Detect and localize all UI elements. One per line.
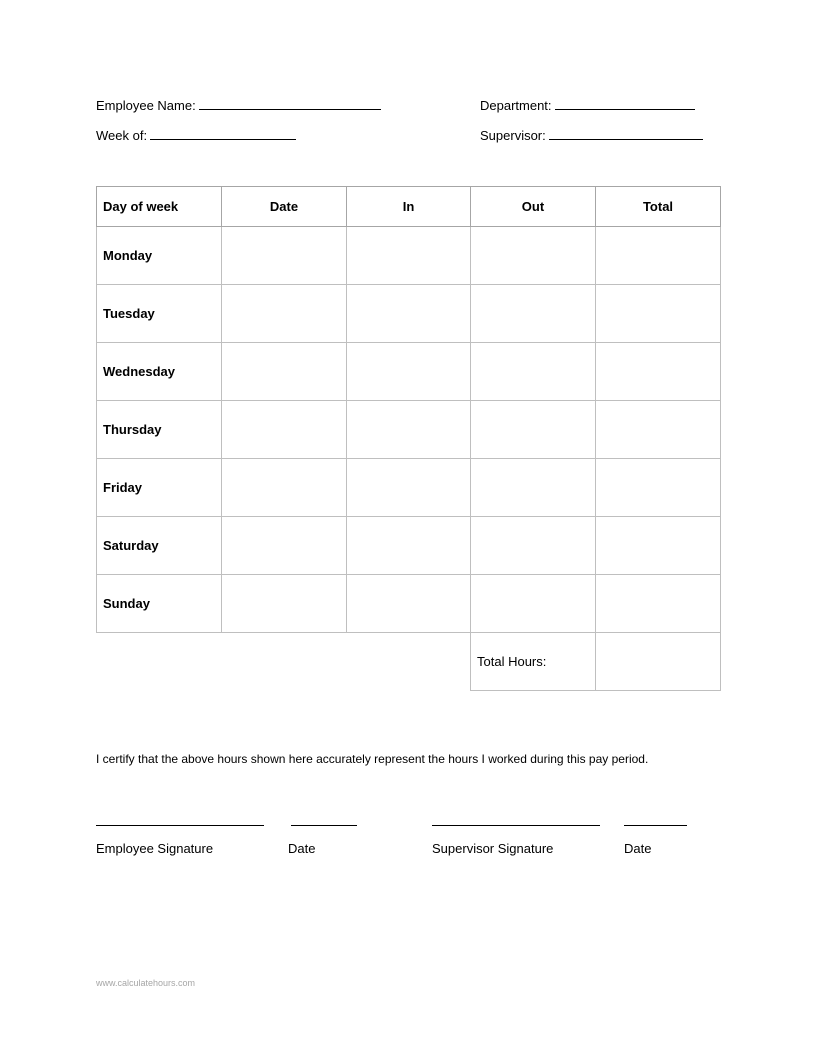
department-label: Department: [480, 98, 552, 113]
table-row [97, 285, 721, 343]
week-of-label: Week of: [96, 128, 148, 143]
supervisor-date-label: Date [624, 841, 652, 856]
column-header-day: Day of week [97, 187, 222, 227]
total-cell[interactable] [596, 285, 721, 343]
out-cell[interactable] [471, 227, 596, 285]
timesheet-table [96, 186, 721, 691]
day-cell-tuesday: Tuesday [97, 285, 222, 343]
out-cell[interactable] [471, 459, 596, 517]
total-cell[interactable] [596, 517, 721, 575]
employee-date-line[interactable] [291, 825, 357, 826]
in-cell[interactable] [347, 285, 471, 343]
table-row [97, 575, 721, 633]
total-cell[interactable] [596, 227, 721, 285]
supervisor-signature-label: Supervisor Signature [432, 841, 554, 856]
in-cell[interactable] [347, 227, 471, 285]
day-cell-wednesday: Wednesday [97, 343, 222, 401]
employee-signature-label: Employee Signature [96, 841, 214, 856]
date-cell[interactable] [222, 401, 347, 459]
table-row [97, 343, 721, 401]
total-cell[interactable] [596, 343, 721, 401]
day-cell-friday: Friday [97, 459, 222, 517]
date-cell[interactable] [222, 285, 347, 343]
date-cell[interactable] [222, 343, 347, 401]
table-row [97, 459, 721, 517]
supervisor-label: Supervisor: [480, 128, 546, 143]
employee-name-input[interactable] [199, 97, 381, 110]
employee-date-label: Date [288, 841, 316, 856]
in-cell[interactable] [347, 517, 471, 575]
week-of-field [96, 127, 296, 144]
supervisor-input[interactable] [549, 127, 703, 140]
table-row [97, 401, 721, 459]
employee-name-field [96, 97, 381, 114]
in-cell[interactable] [347, 343, 471, 401]
out-cell[interactable] [471, 401, 596, 459]
total-cell[interactable] [596, 401, 721, 459]
day-cell-monday: Monday [97, 227, 222, 285]
date-cell[interactable] [222, 459, 347, 517]
total-hours-label: Total Hours: [471, 633, 596, 691]
total-cell[interactable] [596, 459, 721, 517]
certification-statement: I certify that the above hours shown here accurately represent the hours I worked during this pay period. [96, 752, 649, 766]
date-cell[interactable] [222, 227, 347, 285]
out-cell[interactable] [471, 343, 596, 401]
table-row [97, 517, 721, 575]
week-of-input[interactable] [150, 127, 296, 140]
day-cell-saturday: Saturday [97, 517, 222, 575]
blank-cell [97, 633, 471, 691]
in-cell[interactable] [347, 459, 471, 517]
table-row [97, 227, 721, 285]
total-hours-row [97, 633, 721, 691]
day-cell-thursday: Thursday [97, 401, 222, 459]
supervisor-signature-line[interactable] [432, 825, 600, 826]
footer-website: www.calculatehours.com [96, 978, 196, 988]
total-hours-cell[interactable] [596, 633, 721, 691]
out-cell[interactable] [471, 575, 596, 633]
column-header-in: In [347, 187, 471, 227]
date-cell[interactable] [222, 575, 347, 633]
day-cell-sunday: Sunday [97, 575, 222, 633]
in-cell[interactable] [347, 575, 471, 633]
out-cell[interactable] [471, 517, 596, 575]
total-cell[interactable] [596, 575, 721, 633]
column-header-total: Total [596, 187, 721, 227]
column-header-out: Out [471, 187, 596, 227]
department-field [480, 97, 695, 114]
employee-signature-line[interactable] [96, 825, 264, 826]
table-header-row [97, 187, 721, 227]
column-header-date: Date [222, 187, 347, 227]
in-cell[interactable] [347, 401, 471, 459]
supervisor-field [480, 127, 703, 144]
out-cell[interactable] [471, 285, 596, 343]
department-input[interactable] [555, 97, 695, 110]
employee-name-label: Employee Name: [96, 98, 196, 113]
date-cell[interactable] [222, 517, 347, 575]
supervisor-date-line[interactable] [624, 825, 687, 826]
